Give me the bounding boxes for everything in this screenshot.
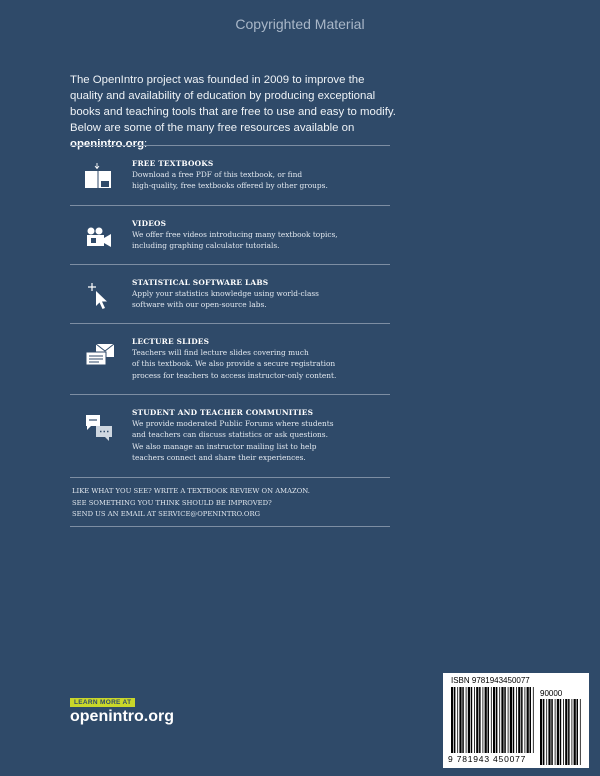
site-logo[interactable]: openintro.org: [70, 708, 174, 725]
feature-line: Teachers will find lecture slides covering much: [132, 348, 309, 358]
video-camera-icon: [84, 222, 116, 252]
feature-title: VIDEOS: [132, 219, 167, 228]
feature-line: teachers connect and share their experiences.: [132, 452, 306, 462]
feature-title: STUDENT AND TEACHER COMMUNITIES: [132, 408, 314, 417]
intro-text: The OpenIntro project was founded in 2009 to improve the quality and availability of education by producing exceptional books and teaching tools that are free to use and easy to modify. Below are some of the many free resources available on: [70, 74, 396, 134]
isbn-label: ISBN 9781943450077: [451, 676, 530, 685]
cursor-icon: [84, 281, 116, 311]
feature-line: including graphing calculator tutorials.: [132, 241, 280, 251]
feature-free-textbooks: [70, 146, 390, 206]
feature-line: high-quality, free textbooks offered by other groups.: [132, 181, 328, 191]
feature-software-labs: [70, 265, 390, 324]
feature-line: We provide moderated Public Forums where students: [132, 419, 334, 429]
textbook-icon: [84, 162, 116, 192]
slides-envelope-icon: [84, 340, 116, 370]
feature-line: software with our open-source labs.: [132, 300, 267, 310]
intro-link[interactable]: openintro.org: [70, 138, 145, 150]
email-prompt[interactable]: SEND US AN EMAIL AT SERVICE@OPENINTRO.ORG: [72, 510, 260, 518]
chat-bubbles-icon: [84, 413, 116, 443]
feature-line: Apply your statistics knowledge using world-class: [132, 289, 319, 299]
feature-title: STATISTICAL SOFTWARE LABS: [132, 278, 269, 287]
learn-more-badge: LEARN MORE AT: [70, 698, 135, 707]
price-code: 90000: [540, 689, 563, 698]
feature-line: Download a free PDF of this textbook, or find: [132, 170, 303, 180]
intro-suffix: :: [144, 138, 148, 150]
improve-prompt: SEE SOMETHING YOU THINK SHOULD BE IMPROVED?: [72, 498, 272, 507]
contact-rule: [70, 526, 390, 527]
feature-videos: [70, 206, 390, 265]
feature-title: LECTURE SLIDES: [132, 337, 210, 346]
feature-line: We also manage an instructor mailing list to help: [132, 441, 317, 451]
feature-line: and teachers can discuss statistics or ask questions.: [132, 430, 328, 440]
feature-communities: [70, 395, 390, 478]
feature-line: We offer free videos introducing many textbook topics,: [132, 230, 338, 240]
watermark-top: Copyrighted Material: [235, 16, 365, 32]
intro-paragraph: [70, 72, 400, 152]
feature-lecture-slides: [70, 324, 390, 395]
barcode: [443, 673, 589, 768]
feature-title: FREE TEXTBOOKS: [132, 159, 214, 168]
ean-digits: 9 781943 450077: [448, 754, 527, 764]
contact-block: [72, 486, 392, 521]
feature-line: process for teachers to access instructor-only content.: [132, 370, 337, 380]
feature-list: [70, 145, 390, 478]
review-prompt: LIKE WHAT YOU SEE? WRITE A TEXTBOOK REVIEW ON AMAZON.: [72, 487, 310, 495]
feature-line: of this textbook. We also provide a secure registration: [132, 359, 336, 369]
